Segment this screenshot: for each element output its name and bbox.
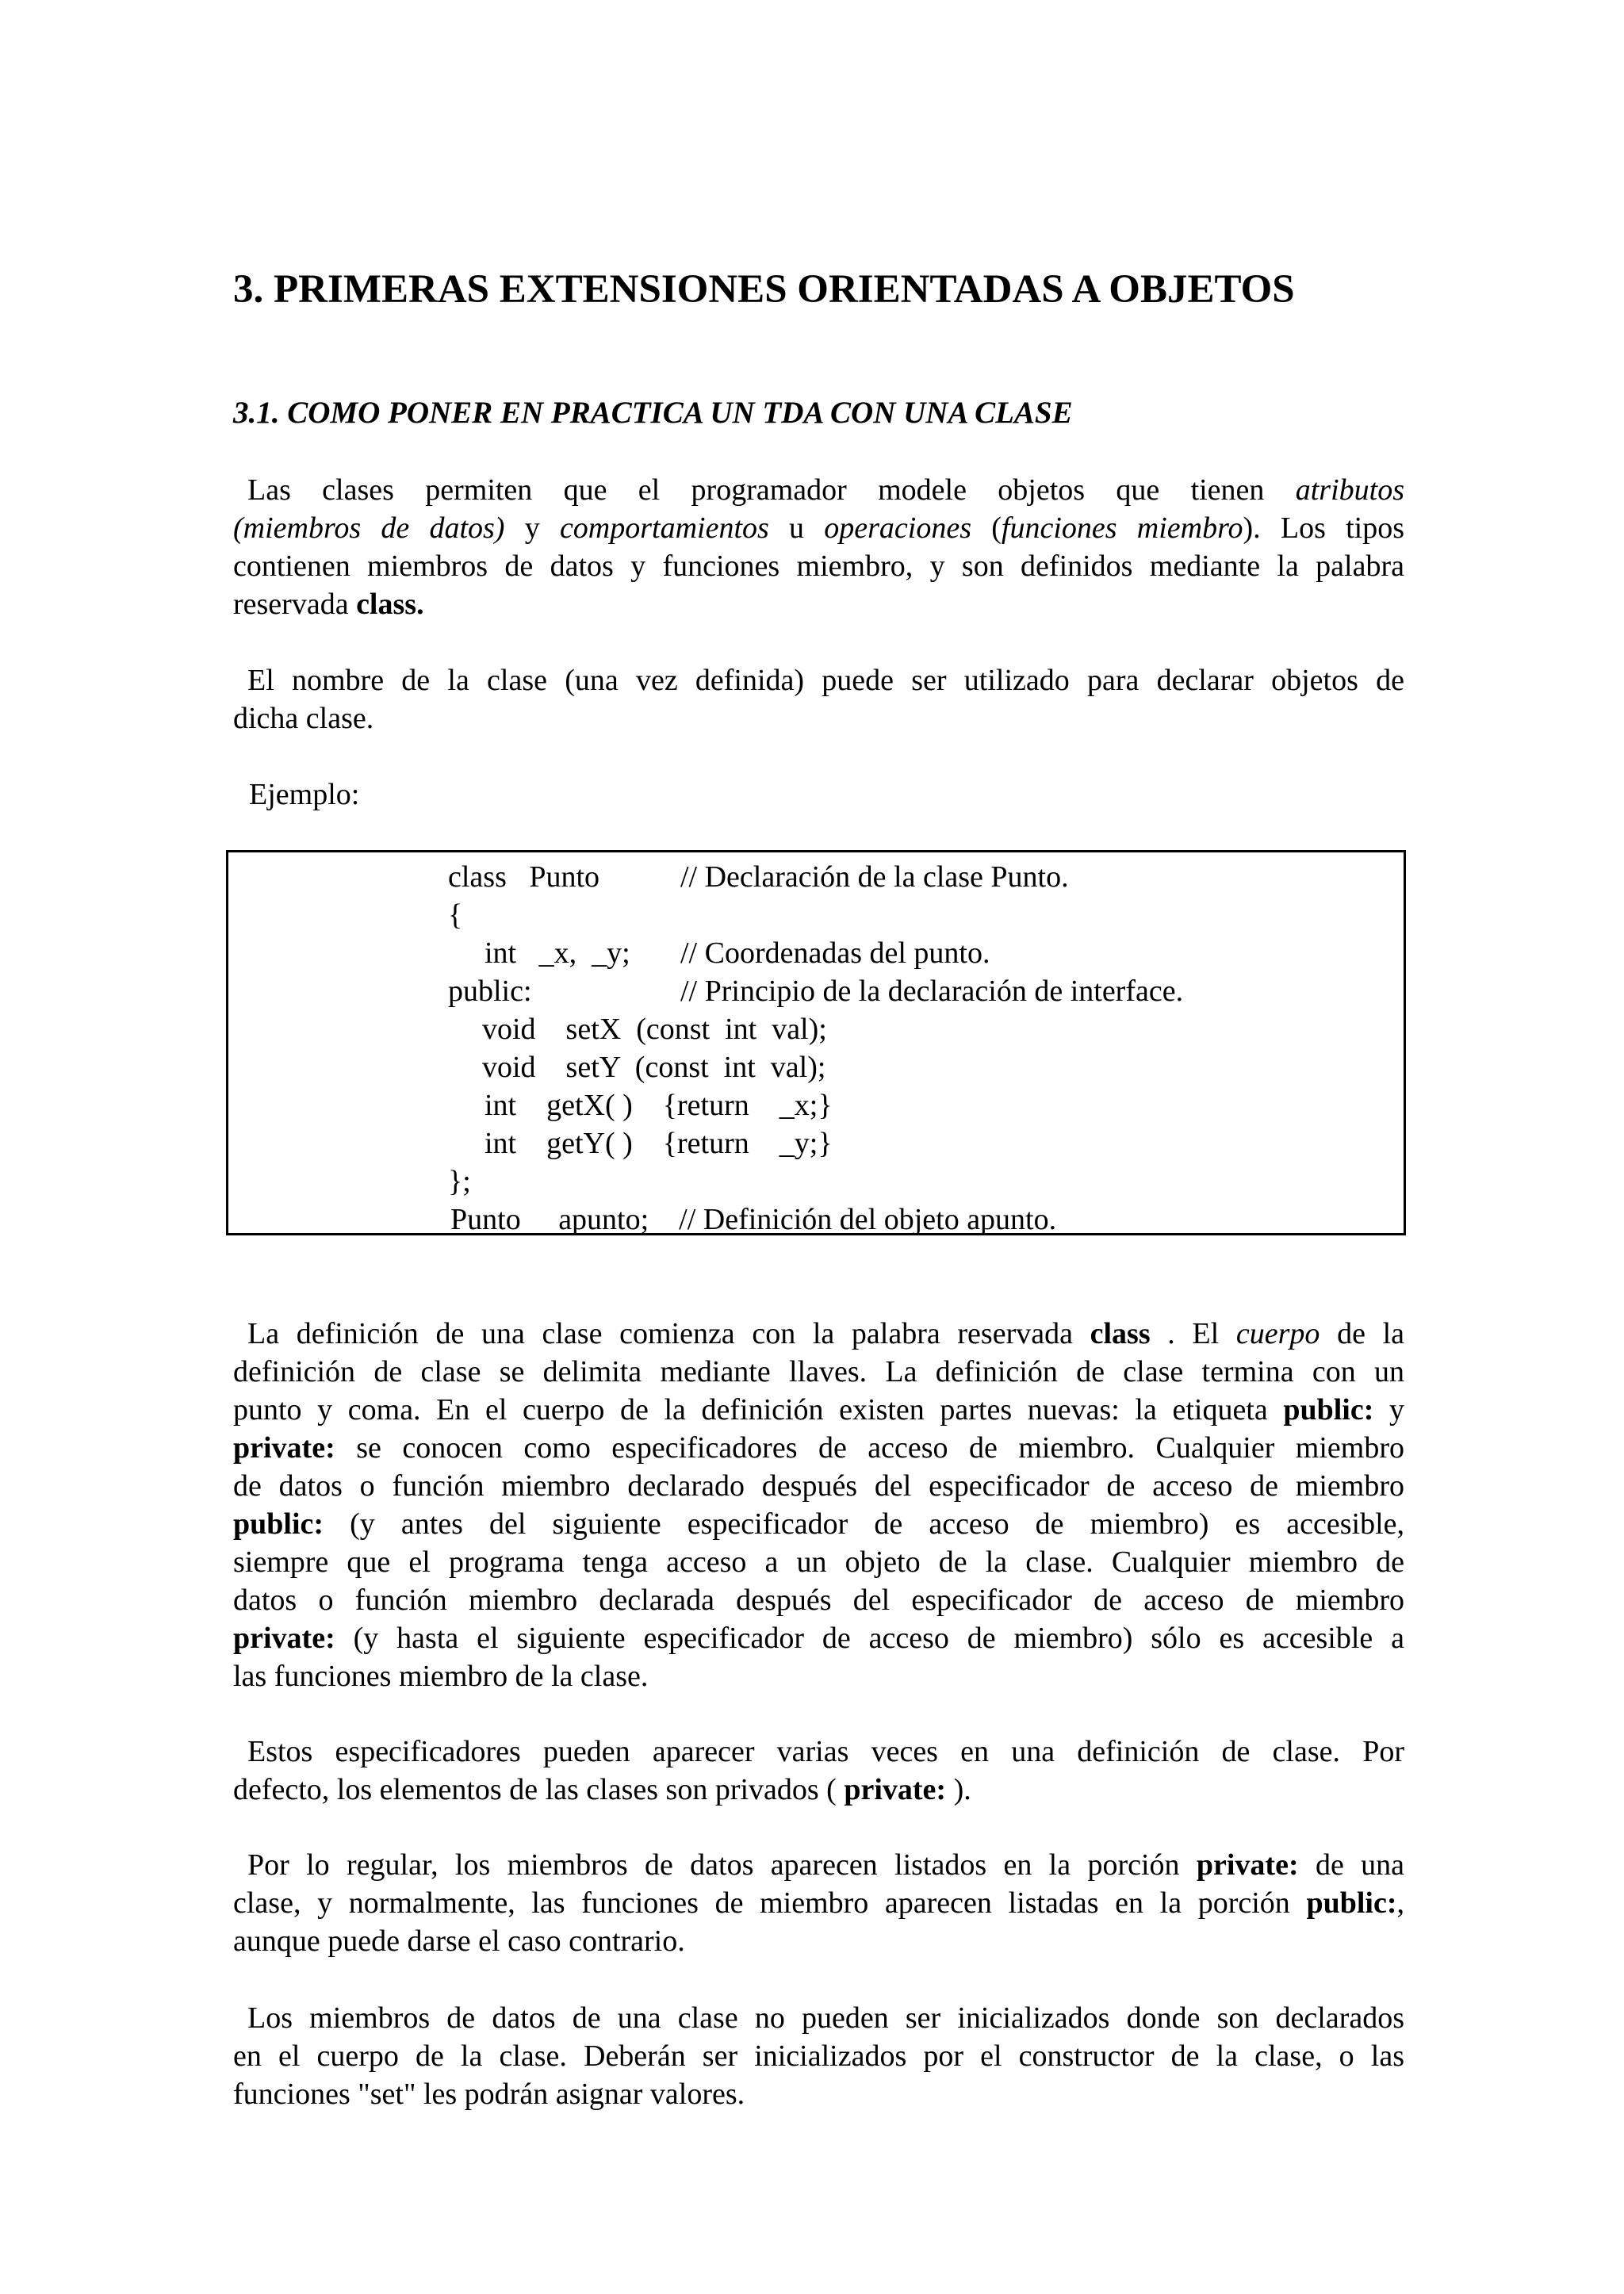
text-line: aunque puede darse el caso contrario. <box>233 1924 685 1958</box>
text-line: Las clases permiten que el programador modele objetos que tienen atributos <box>247 473 1404 507</box>
text-line: siempre que el programa tenga acceso a un objeto de la clase. Cualquier miembro de <box>233 1545 1404 1579</box>
text-line: clase, y normalmente, las funciones de miembro aparecen listadas en la porción public:, <box>233 1886 1404 1920</box>
code-line: int _x, _y; <box>485 936 630 970</box>
text-line: private: se conocen como especificadores de acceso de miembro. Cualquier miembro <box>233 1431 1405 1465</box>
section-heading: 3.1. COMO PONER EN PRACTICA UN TDA CON UNA CLASE <box>233 396 1073 430</box>
text-line: de datos o función miembro declarado después del especificador de acceso de miembro <box>233 1469 1404 1503</box>
text-line: La definición de una clase comienza con la palabra reservada class . El cuerpo de la <box>247 1317 1405 1350</box>
code-comment: // Coordenadas del punto. <box>680 936 990 970</box>
text-line: contienen miembros de datos y funciones miembro, y son definidos mediante la palabra <box>233 550 1404 583</box>
text-line: public: (y antes del siguiente especificador de acceso de miembro) es accesible, <box>233 1507 1404 1541</box>
text-line: punto y coma. En el cuerpo de la definición existen partes nuevas: la etiqueta public: y <box>233 1393 1404 1427</box>
text-line: funciones "set" les podrán asignar valores. <box>233 2078 745 2111</box>
code-line: void setY (const int val); <box>482 1051 826 1084</box>
code-comment: // Principio de la declaración de interface. <box>680 975 1184 1008</box>
code-line: class Punto <box>448 860 600 894</box>
text-line: (miembros de datos) y comportamientos u operaciones (funciones miembro). Los tipos <box>233 511 1404 545</box>
text-line: El nombre de la clase (una vez definida) puede ser utilizado para declarar objetos de <box>247 664 1404 697</box>
text-line: dicha clase. <box>233 702 374 735</box>
code-line: void setX (const int val); <box>482 1013 827 1046</box>
text-line: defecto, los elementos de las clases son privados ( private: ). <box>233 1773 971 1806</box>
code-line: { <box>448 898 463 932</box>
paragraph-specifiers <box>233 1733 1404 1809</box>
paragraph-initialization <box>233 1999 1404 2113</box>
text-line: las funciones miembro de la clase. <box>233 1660 649 1693</box>
code-line: Punto apunto; // Definición del objeto apunto. <box>450 1203 1057 1236</box>
text-line: reservada class. <box>233 588 424 621</box>
text-line: datos o función miembro declarada después del especificador de acceso de miembro <box>233 1584 1404 1617</box>
text-line: definición de clase se delimita mediante llaves. La definición de clase termina con un <box>233 1355 1404 1388</box>
code-line: int getY( ) {return _y;} <box>485 1127 833 1160</box>
text-line: Por lo regular, los miembros de datos aparecen listados en la porción private: de una <box>247 1848 1405 1882</box>
text-line: private: (y hasta el siguiente especificador de acceso de miembro) sólo es accesible a <box>233 1622 1405 1655</box>
paragraph-intro <box>233 471 1404 623</box>
code-example-box <box>226 850 1406 1235</box>
code-line: public: <box>448 975 532 1008</box>
chapter-heading: 3. PRIMERAS EXTENSIONES ORIENTADAS A OBJETOS <box>233 267 1295 312</box>
text-line: Los miembros de datos de una clase no pueden ser inicializados donde son declarados <box>247 2001 1404 2035</box>
paragraph-class-name <box>233 661 1404 737</box>
code-line: int getX( ) {return _x;} <box>485 1089 833 1122</box>
text-line: Estos especificadores pueden aparecer varias veces en una definición de clase. Por <box>247 1735 1404 1768</box>
paragraph-regular-usage <box>233 1846 1404 1960</box>
code-line: }; <box>448 1165 471 1198</box>
example-label: Ejemplo: <box>249 778 360 811</box>
text-line: en el cuerpo de la clase. Deberán ser inicializados por el constructor de la clase, o las <box>233 2039 1404 2073</box>
code-comment: // Declaración de la clase Punto. <box>680 860 1069 894</box>
paragraph-class-definition <box>233 1315 1404 1695</box>
